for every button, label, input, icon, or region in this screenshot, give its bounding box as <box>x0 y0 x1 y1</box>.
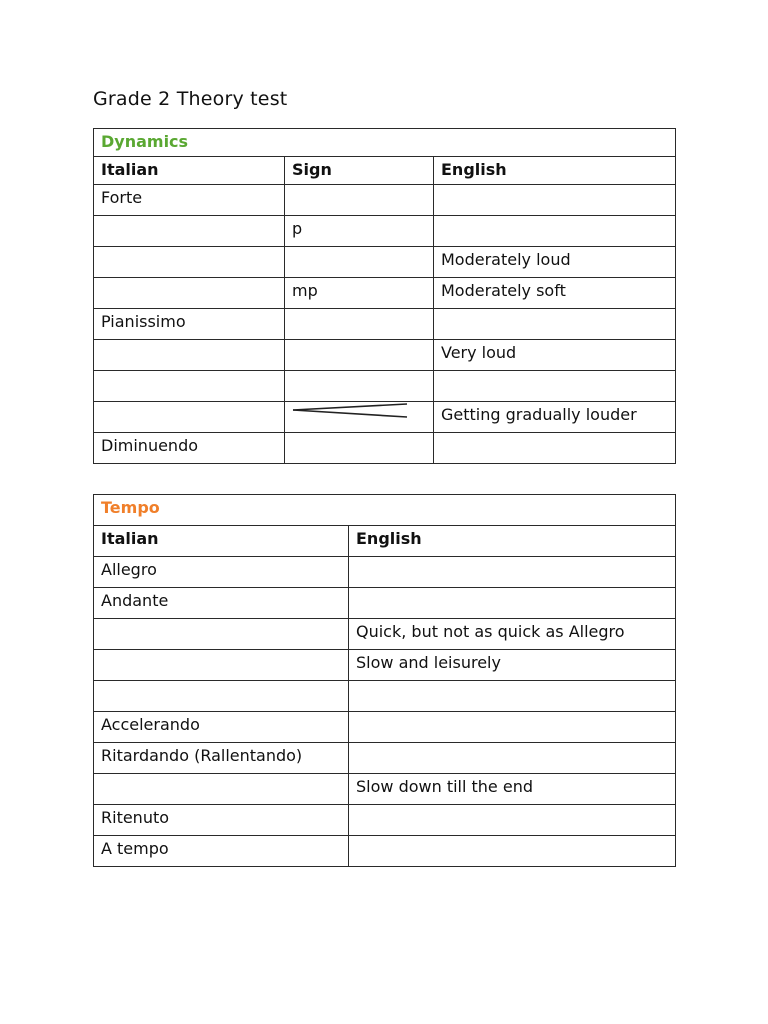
italian-cell: Ritardando (Rallentando) <box>94 743 349 774</box>
italian-cell <box>94 340 285 371</box>
italian-cell <box>94 619 349 650</box>
italian-cell <box>94 774 349 805</box>
italian-cell <box>94 650 349 681</box>
tempo-heading: Tempo <box>94 495 676 526</box>
english-cell <box>349 681 676 712</box>
table-row <box>94 588 676 619</box>
table-row <box>94 743 676 774</box>
english-cell <box>434 309 676 340</box>
english-cell <box>349 805 676 836</box>
italian-cell: Ritenuto <box>94 805 349 836</box>
crescendo-hairpin-icon <box>285 402 434 433</box>
column-header-italian: Italian <box>94 526 349 557</box>
italian-cell: Forte <box>94 185 285 216</box>
english-cell: Quick, but not as quick as Allegro <box>349 619 676 650</box>
italian-cell <box>94 681 349 712</box>
english-cell <box>434 185 676 216</box>
dynamics-heading: Dynamics <box>94 129 676 157</box>
sign-cell <box>285 309 434 340</box>
table-row <box>94 278 676 309</box>
sign-cell: p <box>285 216 434 247</box>
column-header-italian: Italian <box>94 157 285 185</box>
table-row <box>94 309 676 340</box>
italian-cell: Pianissimo <box>94 309 285 340</box>
tempo-table <box>93 494 676 867</box>
table-row <box>94 557 676 588</box>
table-row <box>94 681 676 712</box>
sign-cell <box>285 247 434 278</box>
italian-cell: A tempo <box>94 836 349 867</box>
table-row <box>94 650 676 681</box>
english-cell <box>349 743 676 774</box>
italian-cell: Allegro <box>94 557 349 588</box>
dynamics-column-header-row <box>94 157 676 185</box>
english-cell <box>349 588 676 619</box>
english-cell: Slow down till the end <box>349 774 676 805</box>
english-cell <box>349 712 676 743</box>
english-cell <box>434 216 676 247</box>
page-title: Grade 2 Theory test <box>93 88 288 110</box>
sign-cell <box>285 433 434 464</box>
table-row <box>94 433 676 464</box>
column-header-english: English <box>349 526 676 557</box>
english-cell <box>434 433 676 464</box>
column-header-english: English <box>434 157 676 185</box>
dynamics-heading-row <box>94 129 676 157</box>
italian-cell <box>94 402 285 433</box>
tempo-heading-row <box>94 495 676 526</box>
table-row <box>94 340 676 371</box>
italian-cell: Accelerando <box>94 712 349 743</box>
table-row <box>94 247 676 278</box>
italian-cell <box>94 371 285 402</box>
italian-cell <box>94 216 285 247</box>
italian-cell: Andante <box>94 588 349 619</box>
english-cell: Getting gradually louder <box>434 402 676 433</box>
table-row <box>94 712 676 743</box>
english-cell <box>349 836 676 867</box>
sign-cell: mp <box>285 278 434 309</box>
table-row <box>94 836 676 867</box>
sign-cell <box>285 185 434 216</box>
italian-cell <box>94 278 285 309</box>
table-row <box>94 216 676 247</box>
table-row <box>94 805 676 836</box>
english-cell: Moderately soft <box>434 278 676 309</box>
english-cell: Very loud <box>434 340 676 371</box>
table-row <box>94 402 676 433</box>
table-row <box>94 371 676 402</box>
sign-cell <box>285 371 434 402</box>
sign-cell <box>285 402 434 433</box>
table-row <box>94 185 676 216</box>
table-row <box>94 774 676 805</box>
column-header-sign: Sign <box>285 157 434 185</box>
dynamics-table <box>93 128 676 464</box>
english-cell: Moderately loud <box>434 247 676 278</box>
italian-cell: Diminuendo <box>94 433 285 464</box>
english-cell <box>349 557 676 588</box>
english-cell: Slow and leisurely <box>349 650 676 681</box>
tempo-column-header-row <box>94 526 676 557</box>
sign-cell <box>285 340 434 371</box>
table-row <box>94 619 676 650</box>
italian-cell <box>94 247 285 278</box>
english-cell <box>434 371 676 402</box>
